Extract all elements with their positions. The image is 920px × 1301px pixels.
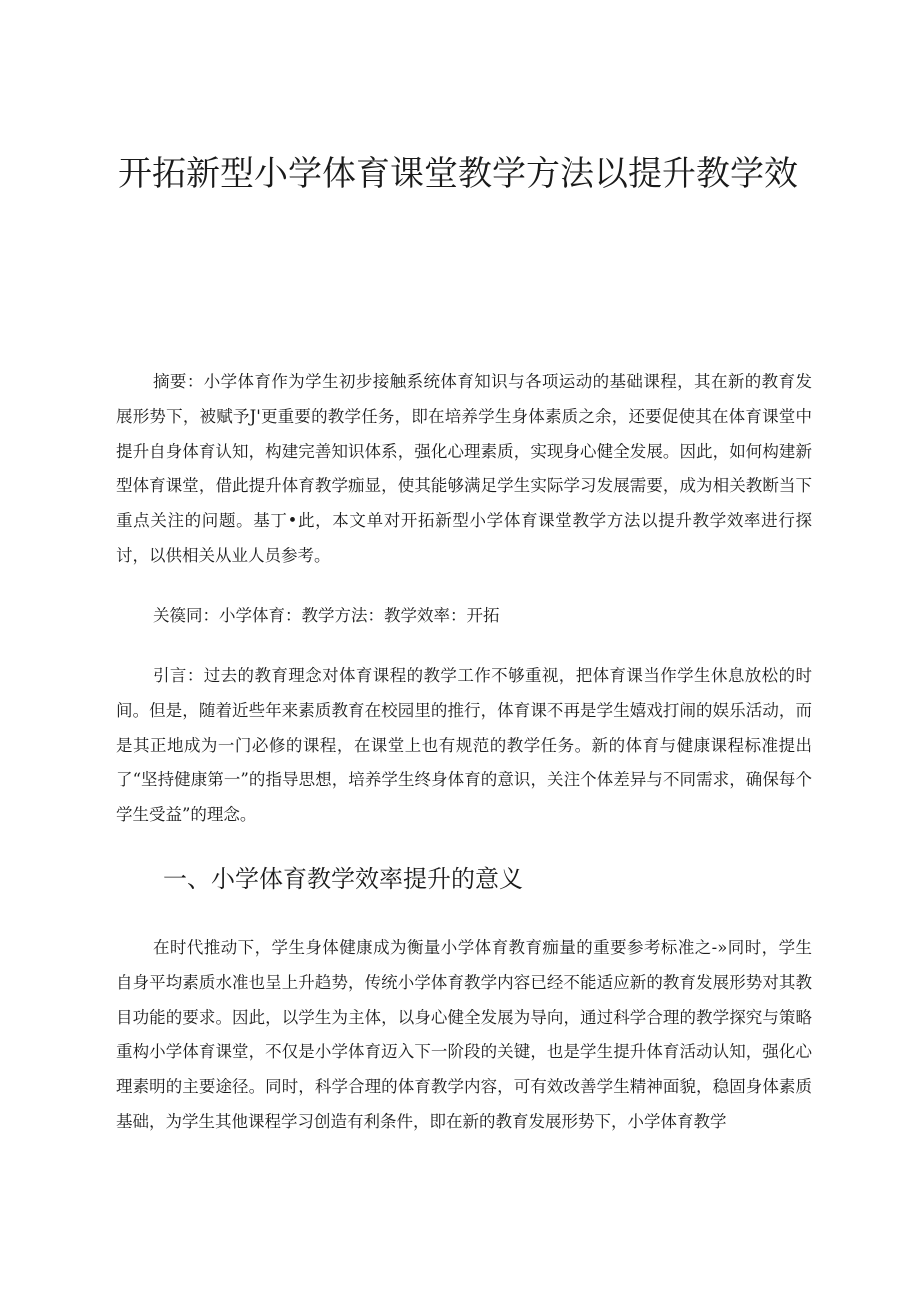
section-heading: 一、小学体育教学效率提升的意义: [163, 865, 523, 893]
section-body-paragraph: 在时代推动下，学生身体健康成为衡量小学体育教育痂量的重要参考标准之-»同时，学生自身平均素质水准也呈上升趋势，传统小学体育教学内容已经不能适应新的教育发展形势对其教目功能的要求。因此，以学生为主体，以身心健全发展为导向，通过科学合理的教学探究与策略重构小学体育课堂，不仅是小学体育迈入下一阶段的关键，也是学生提升体育活动认知，强化心理素明的主要途径。同时，科学合理的体育教学内容，可有效改善学生精神面貌，稳固身体素质基础，为学生其他课程学习创造有利条件，即在新的教育发展形势下，小学体育教学: [116, 938, 812, 1131]
document-title: 开拓新型小学体育课堂教学方法以提升教学效: [118, 154, 798, 194]
introduction-paragraph: 引言：过去的教育理念对体育课程的教学工作不够重视，把体育课当作学生休息放松的时间。但是，随着近些年来素质教育在校园里的推行，体育课不再是学生嬉戏打闹的娱乐活动，而是其正地成为一门必修的课程，在课堂上也有规范的教学任务。新的体育与健康课程标准提出了“坚持健康第一”的指导思想，培养学生终身体育的意识，关注个体差异与不同需求，确保每个学生受益”的理念。: [116, 666, 812, 825]
abstract-paragraph: 摘要：小学体育作为学生初步接触系统体育知识与各项运动的基础课程，其在新的教育发展形势下，被赋予J'更重要的教学任务，即在培养学生身体素质之余，还要促使其在体育课堂中提升自身体育认知，构建完善知识体系，强化心理素质，实现身心健全发展。因此，如何构建新型体育课堂，借此提升体育教学痂显，使其能够满足学生实际学习发展需要，成为相关教断当下重点关注的问题。基丁•此，本文单对开拓新型小学体育课堂教学方法以提升教学效率进行探讨，以供相关从业人员参考。: [116, 372, 812, 565]
keywords-paragraph: 关篌同：小学体育：教学方法：教学效率：开拓: [153, 606, 500, 625]
